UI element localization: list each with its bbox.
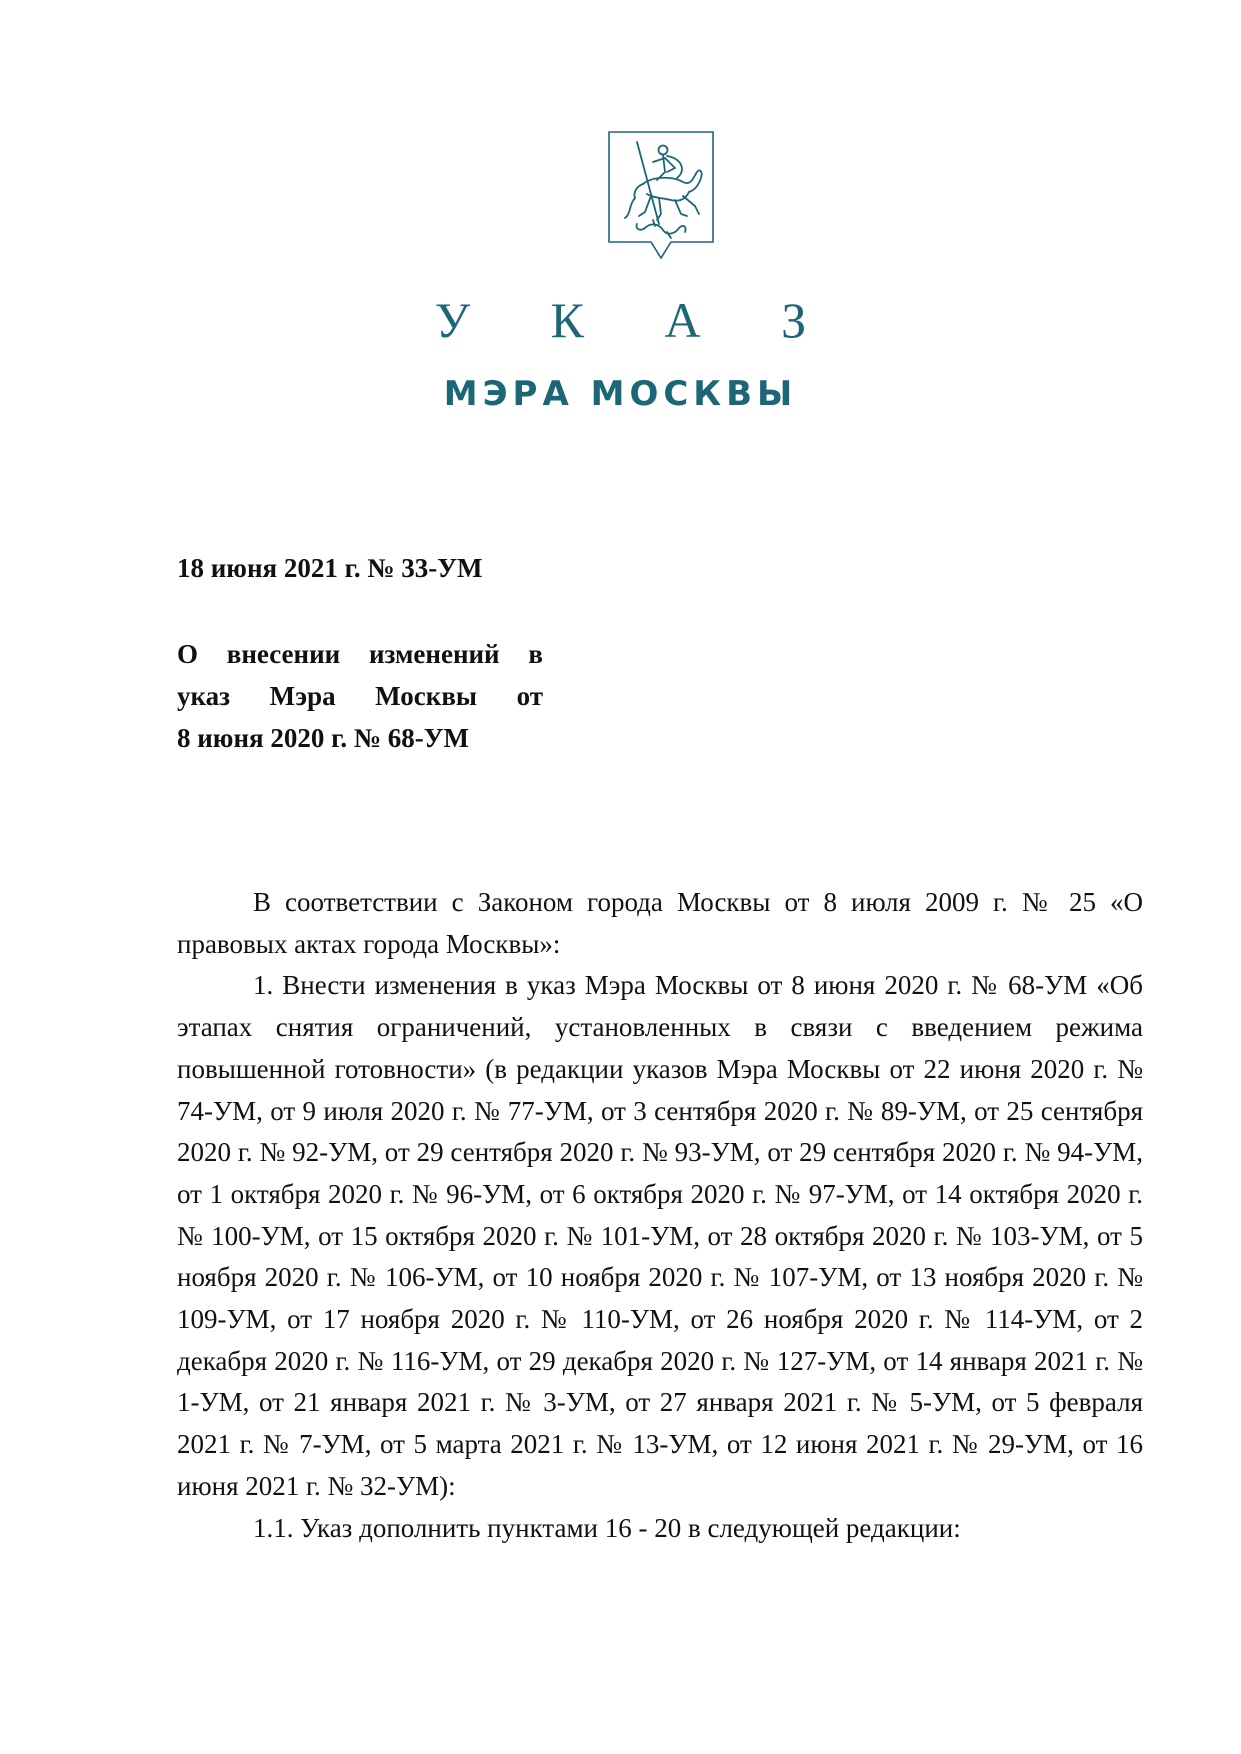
subject-line: указ Мэра Москвы от xyxy=(177,681,543,711)
preamble-paragraph: В соответствии с Законом города Москвы от 8 июля 2009 г. № 25 «О правовых актах города Москвы»: xyxy=(177,887,1143,959)
moscow-coat-of-arms-icon xyxy=(605,128,717,266)
issuer-title: МЭРА МОСКВЫ xyxy=(443,374,798,414)
clause-1-1-paragraph: 1.1. Указ дополнить пунктами 16 - 20 в следующей редакции: xyxy=(253,1512,961,1543)
document-body xyxy=(177,882,1143,1549)
document-date-number: 18 июня 2021 г. № 33-УМ xyxy=(177,553,483,583)
clause-1-paragraph: 1. Внести изменения в указ Мэра Москвы от 8 июня 2020 г. № 68-УМ «Об этапах снятия ограничений, установленных в связи с введением режима повышенной готовности» (в редакции указов Мэра Москвы от 22 июня 2020 г. № 74-УМ, от 9 июля 2020 г. № 77-УМ, от 3 сентября 2020 г. № 89-УМ, от 25 сентября 2020 г. № 92-УМ, от 29 сентября 2020 г. № 93-УМ, от 29 сентября 2020 г. № 94-УМ, от 1 октября 2020 г. № 96-УМ, от 6 октября 2020 г. № 97-УМ, от 14 октября 2020 г. № 100-УМ, от 15 октября 2020 г. № 101-УМ, от 28 октября 2020 г. № 103-УМ, от 5 ноября 2020 г. № 106-УМ, от 10 ноября 2020 г. № 107-УМ, от 13 ноября 2020 г. № 109-УМ, от 17 ноября 2020 г. № 110-УМ, от 26 ноября 2020 г. № 114-УМ, от 2 декабря 2020 г. № 116-УМ, от 29 декабря 2020 г. № 127-УМ, от 14 января 2021 г. № 1-УМ, от 21 января 2021 г. № 3-УМ, от 27 января 2021 г. № 5-УМ, от 5 февраля 2021 г. № 7-УМ, от 5 марта 2021 г. № 13-УМ, от 12 июня 2021 г. № 29-УМ, от 16 июня 2021 г. № 32-УМ): xyxy=(177,970,1143,1501)
document-subject xyxy=(177,633,543,759)
document-type-title: У К А З xyxy=(434,292,841,348)
subject-line: О внесении изменений в xyxy=(177,639,543,669)
subject-line: 8 июня 2020 г. № 68-УМ xyxy=(177,723,469,753)
